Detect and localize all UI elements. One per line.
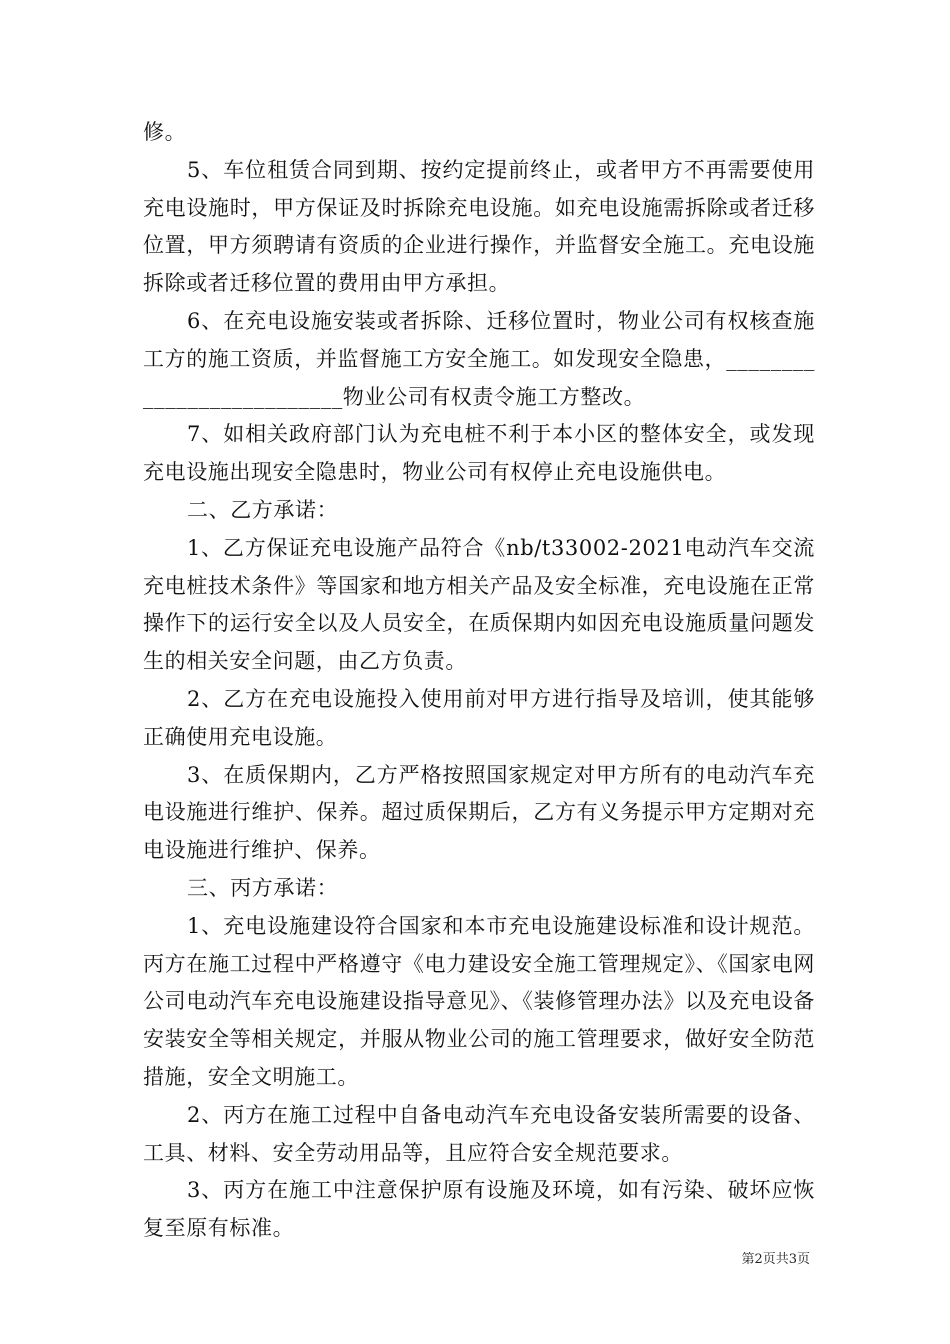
paragraph-party-b-3: 3、在质保期内，乙方严格按照国家规定对甲方所有的电动汽车充电设施进行维护、保养。超过质保期后，乙方有义务提示甲方定期对充电设施进行维护、保养。 — [143, 762, 815, 863]
paragraph-party-c-1: 1、充电设施建设符合国家和本市充电设施建设标准和设计规范。丙方在施工过程中严格遵守《电力建设安全施工管理规定》、《国家电网公司电动汽车充电设施建设指导意见》、《装修管理办法》以及充电设备安装安全等相关规定，并服从物业公司的施工管理要求，做好安全防范措施，安全文明施工。 — [143, 913, 815, 1089]
paragraph-item-6: 6、在充电设施安装或者拆除、迁移位置时，物业公司有权核查施工方的施工资质，并监督施工方安全施工。如发现安全隐患，__________________________物业公司有权责令施工方整改。 — [143, 308, 815, 409]
paragraph-item-7: 7、如相关政府部门认为充电桩不利于本小区的整体安全，或发现充电设施出现安全隐患时，物业公司有权停止充电设施供电。 — [143, 422, 815, 485]
paragraph-party-c-2: 2、丙方在施工过程中自备电动汽车充电设备安装所需要的设备、工具、材料、安全劳动用品等，且应符合安全规范要求。 — [143, 1102, 815, 1165]
paragraph-party-b-2: 2、乙方在充电设施投入使用前对甲方进行指导及培训，使其能够正确使用充电设施。 — [143, 686, 815, 749]
paragraph-party-c-3: 3、丙方在施工中注意保护原有设施及环境，如有污染、破坏应恢复至原有标准。 — [143, 1178, 815, 1241]
document-body — [143, 114, 815, 1248]
section-heading-party-b: 二、乙方承诺： — [187, 497, 339, 522]
section-heading-party-c: 三、丙方承诺： — [187, 875, 339, 900]
page-number: 第2页共3页 — [741, 1252, 810, 1267]
paragraph-party-b-1: 1、乙方保证充电设施产品符合《nb/t33002-2021电动汽车交流充电桩技术条件》等国家和地方相关产品及安全标准，充电设施在正常操作下的运行安全以及人员安全，在质保期内如因充电设施质量问题发生的相关安全问题，由乙方负责。 — [143, 535, 815, 674]
paragraph-item-5: 5、车位租赁合同到期、按约定提前终止，或者甲方不再需要使用充电设施时，甲方保证及时拆除充电设施。如充电设施需拆除或者迁移位置，甲方须聘请有资质的企业进行操作，并监督安全施工。充电设施拆除或者迁移位置的费用由甲方承担。 — [143, 157, 815, 296]
paragraph-continuation: 修。 — [143, 120, 187, 144]
